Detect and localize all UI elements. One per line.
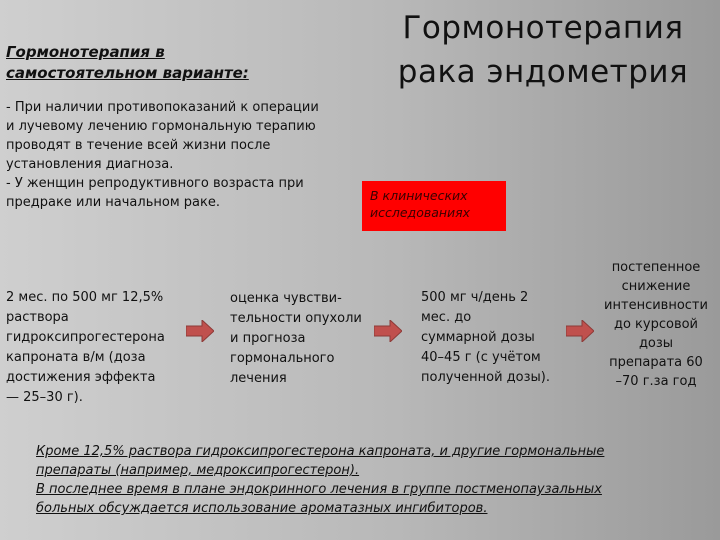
step1-line: гидроксипрогестерона: [6, 330, 165, 345]
bullet-line: и лучевому лечению гормональную терапию: [6, 119, 316, 134]
step3-line: полученной дозы).: [421, 370, 550, 385]
step3-line: 500 мг ч/день 2: [421, 290, 529, 305]
callout-line: В клинических: [370, 188, 468, 203]
step1-line: 2 мес. по 500 мг 12,5%: [6, 290, 164, 305]
step4-line: –70 г.за год: [615, 374, 697, 389]
flow-arrow-icon: [186, 320, 214, 342]
step4-line: дозы: [638, 336, 674, 351]
step4-line: до курсовой: [613, 317, 699, 332]
slide-title-line-1: Гормонотерапия: [402, 10, 684, 46]
footnote-line: Кроме 12,5% раствора гидроксипрогестерона капроната, и другие гормональные: [36, 444, 605, 459]
flow-arrow-icon: [374, 320, 402, 342]
flow-arrow-icon: [566, 320, 594, 342]
subtitle-line-1: Гормонотерапия в: [6, 43, 165, 61]
footnote-line: В последнее время в плане эндокринного лечения в группе постменопаузальных: [36, 482, 602, 497]
bullet-line: проводят в течение всей жизни после: [6, 138, 271, 153]
step3-line: суммарной дозы: [421, 330, 535, 345]
step2-line: гормонального: [230, 351, 335, 366]
bullet-line: - При наличии противопоказаний к операции: [6, 100, 319, 115]
step4-line: интенсивности: [604, 298, 708, 313]
step2-line: оценка чувстви-: [230, 291, 342, 306]
step2-line: тельности опухоли: [230, 311, 362, 326]
step1-line: — 25–30 г).: [6, 390, 83, 405]
subtitle-line-2: самостоятельном варианте:: [6, 64, 249, 82]
step3-line: мес. до: [421, 310, 472, 325]
bullet-line: - У женщин репродуктивного возраста при: [6, 176, 304, 191]
step3-line: 40–45 г (с учётом: [421, 350, 541, 365]
flow-step-1: [6, 288, 186, 408]
bullet-line: установления диагноза.: [6, 157, 174, 172]
callout-line: исследованиях: [370, 205, 471, 220]
step2-line: и прогноза: [230, 331, 306, 346]
flow-step-2: [230, 289, 380, 389]
step1-line: достижения эффекта: [6, 370, 156, 385]
section-subtitle: [6, 42, 356, 84]
bullet-line: предраке или начальном раке.: [6, 195, 220, 210]
step4-line: снижение: [621, 279, 691, 294]
flow-step-3: [421, 288, 571, 388]
slide-title-line-2: рака эндометрия: [397, 54, 689, 90]
step2-line: лечения: [230, 371, 287, 386]
flow-step-4: [594, 258, 718, 391]
step1-line: капроната в/м (доза: [6, 350, 146, 365]
step1-line: раствора: [6, 310, 69, 325]
footnote: [36, 442, 716, 518]
footnote-line: препараты (например, медроксипрогестерон).: [36, 463, 360, 478]
step4-line: препарата 60: [609, 355, 703, 370]
footnote-line: больных обсуждается использование ароматазных ингибиторов.: [36, 501, 488, 516]
slide-title: [378, 6, 708, 94]
step4-line: постепенное: [611, 260, 701, 275]
clinical-trials-callout: [362, 181, 506, 231]
bullet-list: [6, 98, 376, 212]
